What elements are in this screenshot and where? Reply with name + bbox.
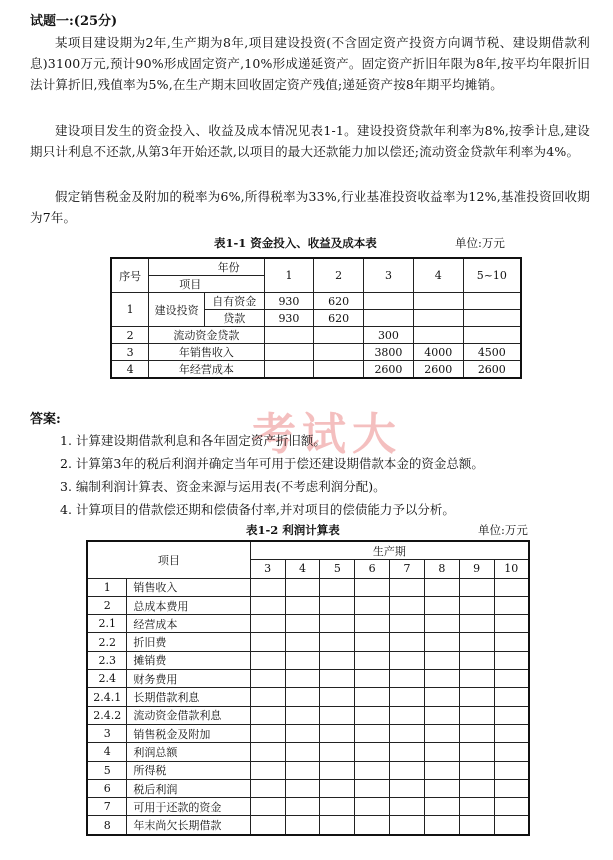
table-cell: [459, 633, 494, 651]
table-cell: [390, 670, 425, 688]
table-cell: [355, 670, 390, 688]
table-cell: [390, 633, 425, 651]
row-seq: 3: [87, 724, 127, 742]
table-cell: [494, 724, 529, 742]
table-cell: [424, 633, 459, 651]
table-cell: [390, 798, 425, 816]
row-label: 所得税: [127, 761, 250, 779]
row-seq: 2.2: [87, 633, 127, 651]
table-cell: [463, 310, 521, 327]
year-cell: 6: [355, 560, 390, 578]
table-cell: [320, 633, 355, 651]
table-cell: 2600: [463, 361, 521, 379]
table-cell: [424, 724, 459, 742]
paragraph-3: 假定销售税金及附加的税率为6%,所得税率为33%,行业基准投资收益率为12%,基准投资回收期为7年。: [30, 189, 590, 225]
table-row: [87, 779, 529, 797]
table-cell: [320, 706, 355, 724]
table-cell: [424, 743, 459, 761]
header-seq: 序号: [111, 258, 149, 293]
table-cell: [355, 798, 390, 816]
table-cell: [424, 761, 459, 779]
row-seq: 5: [87, 761, 127, 779]
answer-3: 3. 编制利润计算表、资金来源与运用表(不考虑利润分配)。: [60, 479, 386, 494]
table-cell: [424, 798, 459, 816]
table-cell: [355, 651, 390, 669]
table-cell: [424, 651, 459, 669]
table-cell: [463, 293, 521, 310]
table-cell: [424, 688, 459, 706]
table-cell: [424, 596, 459, 614]
table-cell: [390, 596, 425, 614]
table-cell: [285, 816, 320, 835]
table-cell: [355, 578, 390, 596]
table-cell: [355, 688, 390, 706]
table-cell: [459, 670, 494, 688]
table-cell: [459, 779, 494, 797]
table-cell: [494, 743, 529, 761]
table-cell: [320, 724, 355, 742]
row-label: 贷款: [204, 310, 264, 327]
row-label: 自有资金: [204, 293, 264, 310]
table-cell: [355, 633, 390, 651]
table-cell: [459, 798, 494, 816]
table-cell: [494, 615, 529, 633]
table-row: [87, 688, 529, 706]
table-cell: [314, 327, 364, 344]
table-cell: 930: [264, 310, 314, 327]
answer-1: 1. 计算建设期借款利息和各年固定资产折旧额。: [60, 433, 326, 448]
table-cell: [364, 293, 414, 310]
table-cell: 620: [314, 310, 364, 327]
table-cell: [494, 596, 529, 614]
table-row: [87, 816, 529, 835]
table-cell: [390, 816, 425, 835]
table-cell: [320, 688, 355, 706]
row-label: 财务费用: [127, 670, 250, 688]
table-cell: [285, 670, 320, 688]
row-seq: 2.1: [87, 615, 127, 633]
table-cell: [459, 724, 494, 742]
table-cell: [320, 578, 355, 596]
year-cell: 3: [250, 560, 285, 578]
year-cell: 10: [494, 560, 529, 578]
table-cell: [424, 706, 459, 724]
table-cell: [390, 651, 425, 669]
answer-2: 2. 计算第3年的税后利润并确定当年可用于偿还建设期借款本金的资金总额。: [60, 456, 484, 471]
table-cell: [355, 743, 390, 761]
table-row: [87, 798, 529, 816]
row-seq: 1: [111, 293, 149, 327]
row-seq: 2: [87, 596, 127, 614]
row-label: 可用于还款的资金: [127, 798, 250, 816]
paragraph-2: 建设项目发生的资金投入、收益及成本情况见表1-1。建设投资贷款年利率为8%,按季计息,建设期只计利息不还款,从第3年开始还款,以项目的最大还款能力加以偿还;流动资金贷款年利率为4%。: [30, 123, 590, 159]
year-cell: 9: [459, 560, 494, 578]
header-year: 年份: [149, 258, 264, 276]
answer-4: 4. 计算项目的借款偿还期和偿债备付率,并对项目的偿债能力予以分析。: [60, 502, 455, 517]
table-cell: [390, 615, 425, 633]
table-cell: [250, 816, 285, 835]
table-cell: [320, 670, 355, 688]
row-label: 折旧费: [127, 633, 250, 651]
table-cell: [424, 670, 459, 688]
table-row: [87, 578, 529, 596]
table-cell: [390, 761, 425, 779]
table-cell: [459, 615, 494, 633]
table-cell: [285, 761, 320, 779]
table-cell: [285, 596, 320, 614]
row-seq: 3: [111, 344, 149, 361]
row-label: 利润总额: [127, 743, 250, 761]
question-title: 试题一:(25分): [30, 14, 118, 29]
table-cell: [250, 596, 285, 614]
table-cell: [285, 688, 320, 706]
table-cell: [250, 633, 285, 651]
row-label: 长期借款利息: [127, 688, 250, 706]
table-cell: [459, 578, 494, 596]
table-cell: [320, 596, 355, 614]
table-cell: [424, 615, 459, 633]
table-cell: [285, 798, 320, 816]
table-row: [111, 293, 521, 310]
header-production-period: 生产期: [250, 541, 529, 560]
table-row: [87, 596, 529, 614]
table-cell: 4000: [413, 344, 463, 361]
year-cell: 3: [364, 258, 414, 293]
table-cell: [355, 596, 390, 614]
table-cell: [264, 361, 314, 379]
table-row: [87, 743, 529, 761]
table-cell: [355, 706, 390, 724]
table-cell: [424, 816, 459, 835]
table1-caption: 表1-1 资金投入、收益及成本表: [214, 236, 377, 250]
table-cell: [390, 743, 425, 761]
paragraph-1: 某项目建设期为2年,生产期为8年,项目建设投资(不含固定资产投资方向调节税、建设期借款利息)3100万元,预计90%形成固定资产,10%形成递延资产。固定资产折旧年限为8年,按平均年限折旧法计算折旧,残值率为5%,在生产期末回收固定资产残值;递延资产按8年期平均摊销。: [30, 35, 590, 92]
table-cell: [355, 779, 390, 797]
table-cell: 3800: [364, 344, 414, 361]
table-cell: [355, 724, 390, 742]
table-cell: [355, 761, 390, 779]
table-cell: [250, 670, 285, 688]
row-label: 年末尚欠长期借款: [127, 816, 250, 835]
table-cell: [264, 344, 314, 361]
table-cell: [250, 779, 285, 797]
table-row: [111, 327, 521, 344]
table-cell: [494, 633, 529, 651]
table-cell: [320, 798, 355, 816]
watermark-logo: 考试大: [252, 409, 402, 460]
row-seq: 8: [87, 816, 127, 835]
row-label: 税后利润: [127, 779, 250, 797]
table-cell: [459, 816, 494, 835]
table-cell: [285, 743, 320, 761]
year-cell: 5: [320, 560, 355, 578]
table-cell: [250, 724, 285, 742]
table-row: [87, 541, 529, 560]
table-cell: [390, 779, 425, 797]
table-cell: [413, 293, 463, 310]
table-cell: 930: [264, 293, 314, 310]
table-row: [87, 670, 529, 688]
table-cell: [250, 578, 285, 596]
table-cell: [494, 816, 529, 835]
table-cell: [285, 633, 320, 651]
table-cell: [364, 310, 414, 327]
row-seq: 4: [111, 361, 149, 379]
table-2-profit-calculation: [86, 540, 530, 836]
table-row: [87, 706, 529, 724]
table-cell: [285, 651, 320, 669]
row-label: 流动资金借款利息: [127, 706, 250, 724]
table-cell: [250, 688, 285, 706]
table-cell: [459, 706, 494, 724]
table-cell: [250, 743, 285, 761]
row-seq: 2.4.1: [87, 688, 127, 706]
table-row: [111, 258, 521, 276]
year-cell: 4: [413, 258, 463, 293]
table1-unit: 单位:万元: [455, 236, 505, 250]
row-seq: 2.4: [87, 670, 127, 688]
year-cell: 1: [264, 258, 314, 293]
row-label: 年销售收入: [149, 344, 264, 361]
table-cell: [285, 706, 320, 724]
table-cell: [320, 651, 355, 669]
table-cell: [285, 779, 320, 797]
table-cell: [413, 310, 463, 327]
year-cell: 5~10: [463, 258, 521, 293]
table-cell: [250, 615, 285, 633]
table-cell: [459, 596, 494, 614]
table-cell: [424, 779, 459, 797]
table-cell: [285, 615, 320, 633]
table-cell: [355, 615, 390, 633]
table-cell: 300: [364, 327, 414, 344]
table-cell: [264, 327, 314, 344]
table-cell: [494, 651, 529, 669]
table-cell: [285, 578, 320, 596]
year-cell: 8: [424, 560, 459, 578]
table-row: [87, 615, 529, 633]
row-label: 流动资金贷款: [149, 327, 264, 344]
table-cell: [355, 816, 390, 835]
header-item: 项目: [149, 276, 264, 293]
table-1-fund-input: [110, 257, 522, 379]
table-row: [87, 651, 529, 669]
table-cell: [459, 761, 494, 779]
table-cell: [320, 615, 355, 633]
row-label: 摊销费: [127, 651, 250, 669]
row-label: 销售税金及附加: [127, 724, 250, 742]
row-label: 年经营成本: [149, 361, 264, 379]
table-cell: [320, 779, 355, 797]
table-row: [111, 361, 521, 379]
table-cell: 2600: [413, 361, 463, 379]
row-group-label: 建设投资: [149, 293, 205, 327]
table-cell: [320, 743, 355, 761]
table-row: [111, 344, 521, 361]
table2-caption: 表1-2 利润计算表: [246, 523, 340, 537]
table-cell: 620: [314, 293, 364, 310]
table-cell: [320, 761, 355, 779]
table-cell: [250, 761, 285, 779]
row-seq: 2.3: [87, 651, 127, 669]
table-row: [87, 633, 529, 651]
table-cell: 4500: [463, 344, 521, 361]
table-cell: [390, 688, 425, 706]
row-seq: 6: [87, 779, 127, 797]
table-cell: [314, 344, 364, 361]
table-cell: [494, 706, 529, 724]
table-cell: [494, 761, 529, 779]
table-cell: [459, 688, 494, 706]
table-cell: [494, 578, 529, 596]
table-cell: [250, 798, 285, 816]
table2-unit: 单位:万元: [478, 523, 528, 537]
table-cell: [459, 651, 494, 669]
table-cell: [314, 361, 364, 379]
table-cell: [494, 688, 529, 706]
table-cell: [250, 651, 285, 669]
table-cell: [494, 798, 529, 816]
table-cell: [413, 327, 463, 344]
row-seq: 2: [111, 327, 149, 344]
row-seq: 4: [87, 743, 127, 761]
table-cell: [424, 578, 459, 596]
row-seq: 2.4.2: [87, 706, 127, 724]
row-label: 总成本费用: [127, 596, 250, 614]
row-seq: 7: [87, 798, 127, 816]
table-cell: [463, 327, 521, 344]
year-cell: 7: [390, 560, 425, 578]
table-cell: [285, 724, 320, 742]
year-cell: 2: [314, 258, 364, 293]
table-cell: [494, 670, 529, 688]
year-cell: 4: [285, 560, 320, 578]
row-seq: 1: [87, 578, 127, 596]
answer-title: 答案:: [30, 412, 61, 427]
table-cell: [494, 779, 529, 797]
table-cell: 2600: [364, 361, 414, 379]
table-row: [87, 761, 529, 779]
table-cell: [390, 578, 425, 596]
table-cell: [390, 724, 425, 742]
table-cell: [390, 706, 425, 724]
header-item: 项目: [87, 541, 250, 578]
row-label: 销售收入: [127, 578, 250, 596]
table-row: [87, 724, 529, 742]
table-cell: [320, 816, 355, 835]
row-label: 经营成本: [127, 615, 250, 633]
table-cell: [250, 706, 285, 724]
table-cell: [459, 743, 494, 761]
